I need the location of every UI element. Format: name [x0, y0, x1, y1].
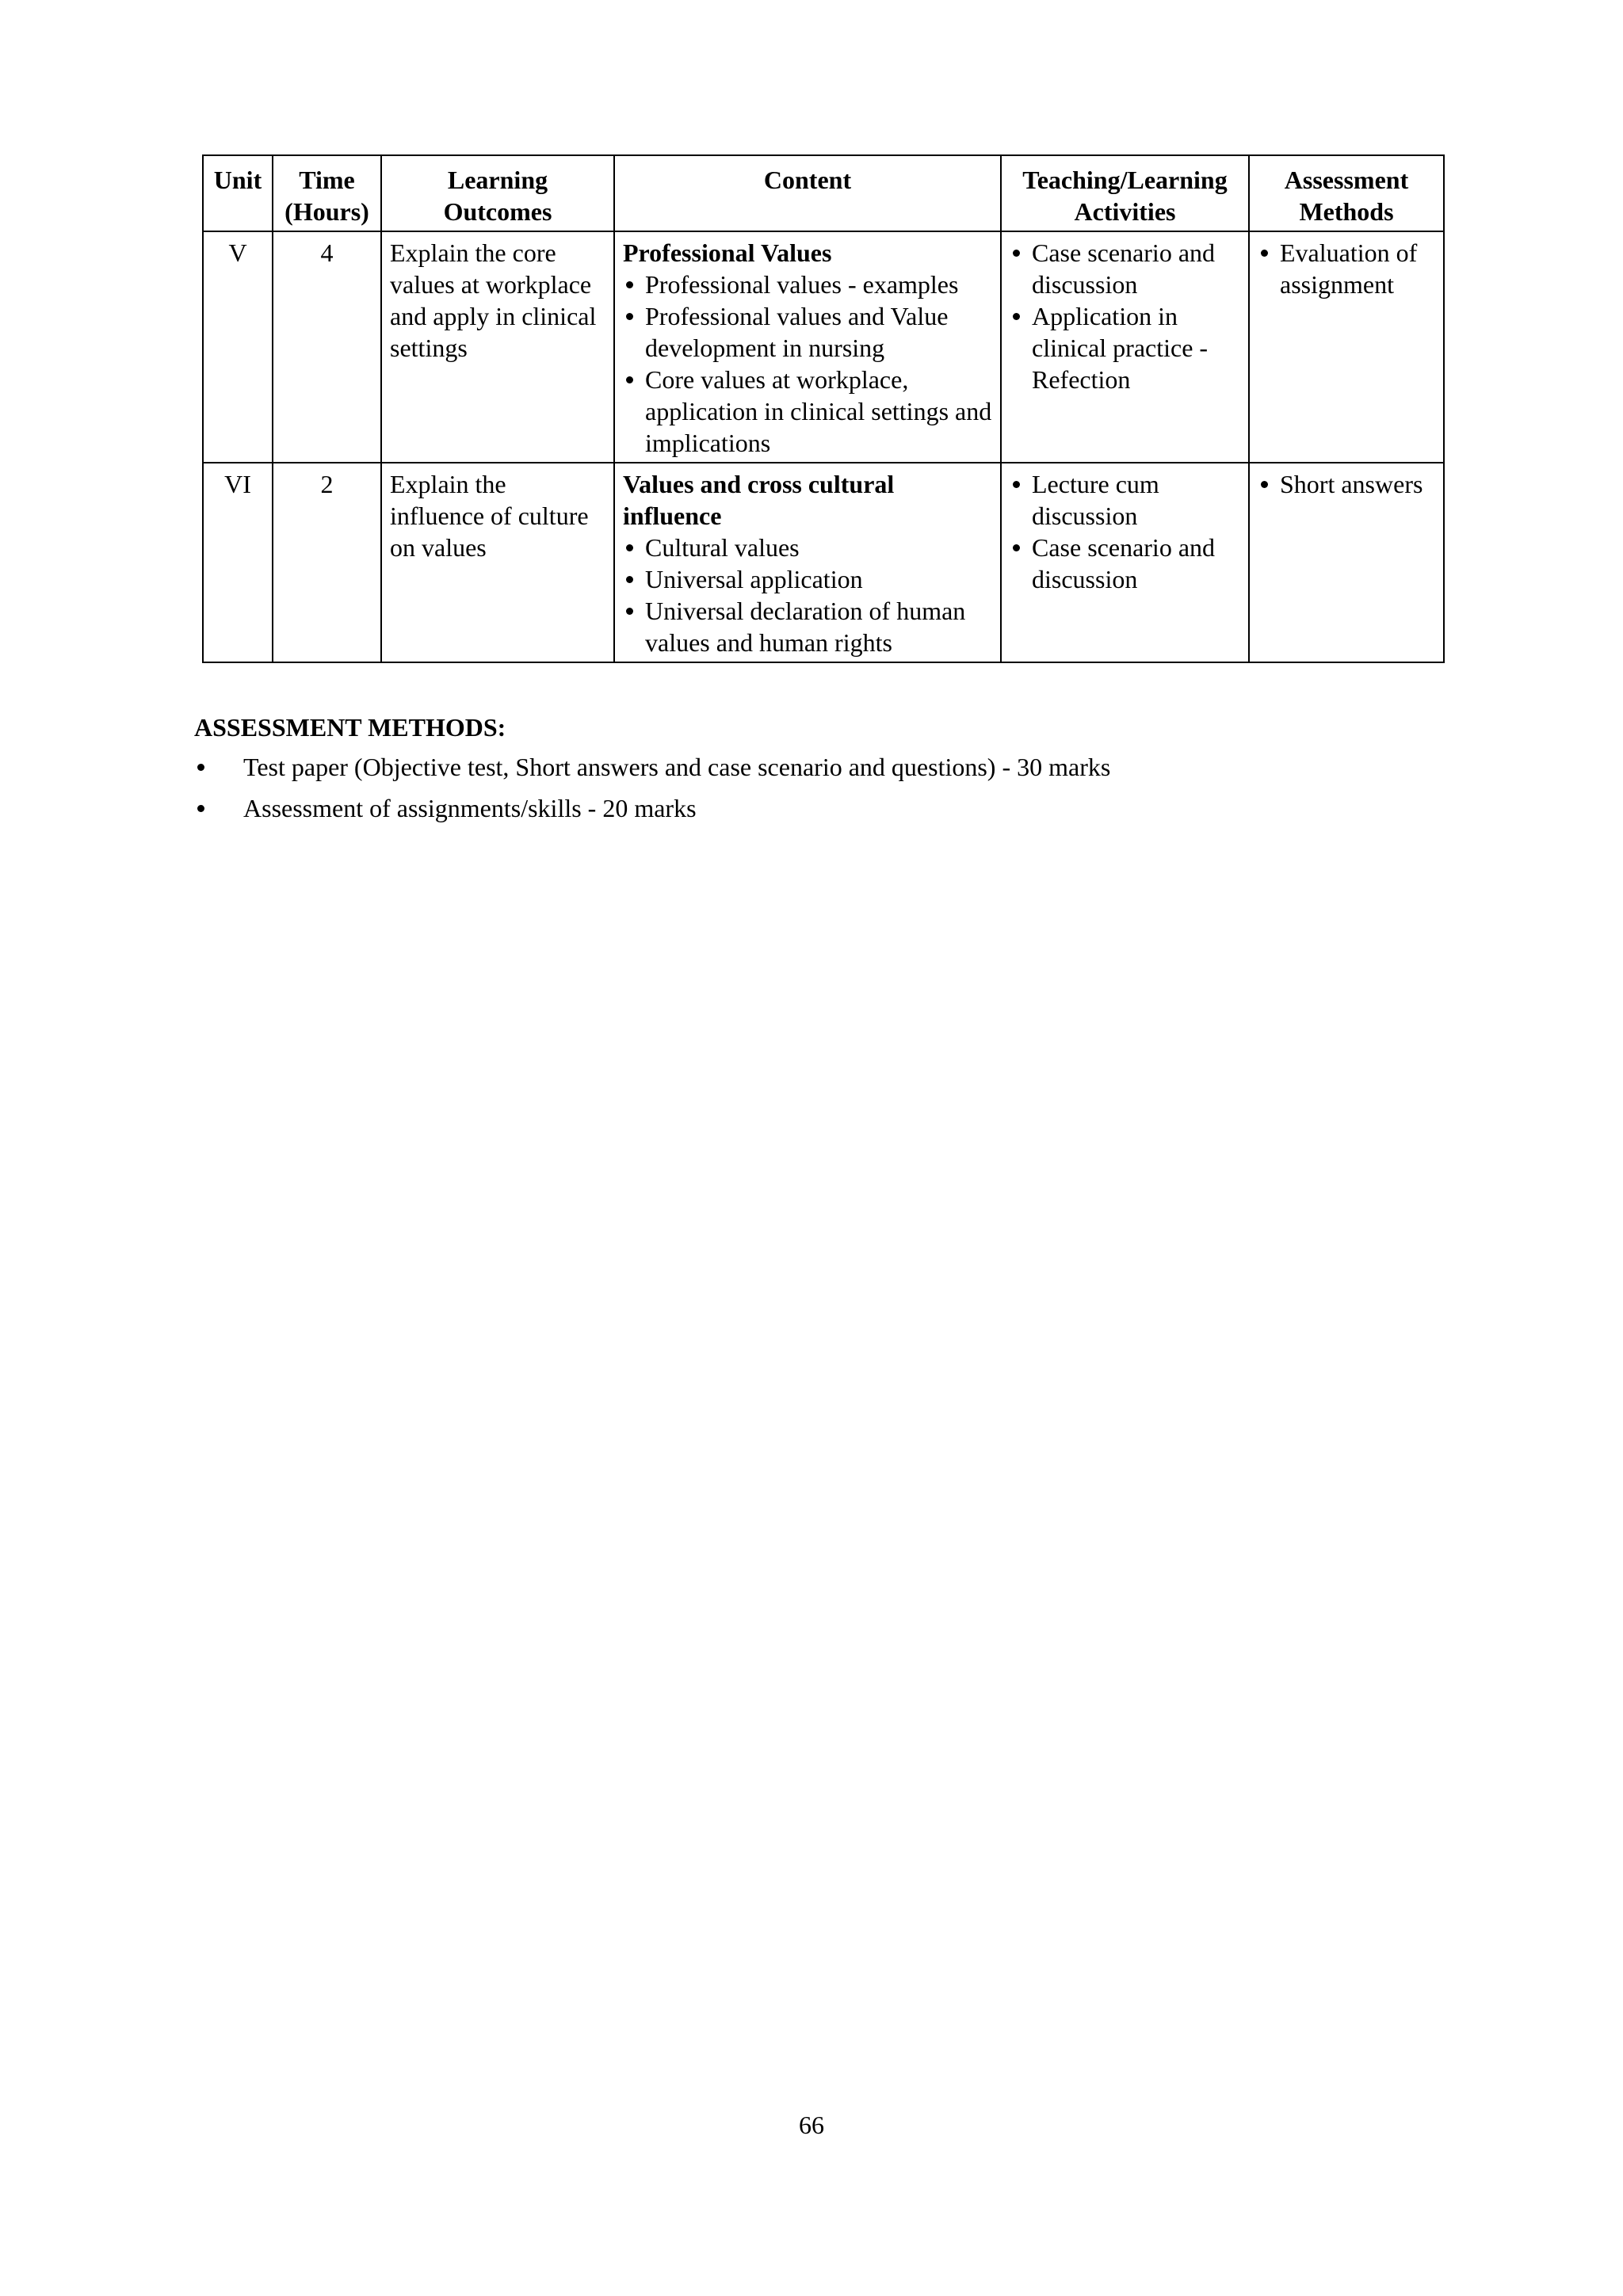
table-row — [203, 231, 1444, 463]
header-assessment-methods: Assessment Methods — [1249, 155, 1444, 231]
syllabus-table — [202, 154, 1445, 663]
content-cell — [614, 231, 1001, 463]
list-item: Case scenario and discussion — [1010, 532, 1240, 595]
list-item: Assessment of assignments/skills - 20 marks — [194, 792, 1110, 824]
list-item: Cultural values — [623, 532, 992, 563]
assessment-methods-heading: ASSESSMENT METHODS: — [194, 713, 506, 742]
list-item: Case scenario and discussion — [1010, 237, 1240, 300]
assessment-list — [1258, 468, 1435, 500]
assessment-list — [1258, 237, 1435, 300]
content-title: Professional Values — [623, 238, 832, 267]
learning-outcomes-cell: Explain the influence of culture on values — [381, 463, 614, 662]
list-item: Universal declaration of human values and human rights — [623, 595, 992, 658]
list-item: Application in clinical practice - Refection — [1010, 300, 1240, 395]
time-cell: 4 — [273, 231, 381, 463]
unit-cell: V — [203, 231, 273, 463]
assessment-methods-list — [194, 751, 1110, 833]
list-item: Evaluation of assignment — [1258, 237, 1435, 300]
list-item: Lecture cum discussion — [1010, 468, 1240, 532]
assessment-cell — [1249, 463, 1444, 662]
list-item: Professional values - examples — [623, 269, 992, 300]
learning-outcomes-cell: Explain the core values at workplace and apply in clinical settings — [381, 231, 614, 463]
content-title: Values and cross cultural influence — [623, 470, 895, 530]
header-learning-outcomes: Learning Outcomes — [381, 155, 614, 231]
content-list — [623, 532, 992, 658]
activities-cell — [1001, 231, 1249, 463]
table-row — [203, 463, 1444, 662]
list-item: Test paper (Objective test, Short answers and case scenario and questions) - 30 marks — [194, 751, 1110, 783]
time-cell: 2 — [273, 463, 381, 662]
header-unit: Unit — [203, 155, 273, 231]
activities-cell — [1001, 463, 1249, 662]
header-content: Content — [614, 155, 1001, 231]
content-list — [623, 269, 992, 459]
table-header-row — [203, 155, 1444, 231]
activities-list — [1010, 468, 1240, 595]
content-cell — [614, 463, 1001, 662]
list-item: Short answers — [1258, 468, 1435, 500]
list-item: Professional values and Value development in nursing — [623, 300, 992, 364]
list-item: Core values at workplace, application in clinical settings and implications — [623, 364, 992, 459]
header-time: Time (Hours) — [273, 155, 381, 231]
header-teaching-learning-activities: Teaching/Learning Activities — [1001, 155, 1249, 231]
unit-cell: VI — [203, 463, 273, 662]
list-item: Universal application — [623, 563, 992, 595]
page-number: 66 — [799, 2111, 824, 2139]
assessment-cell — [1249, 231, 1444, 463]
activities-list — [1010, 237, 1240, 395]
